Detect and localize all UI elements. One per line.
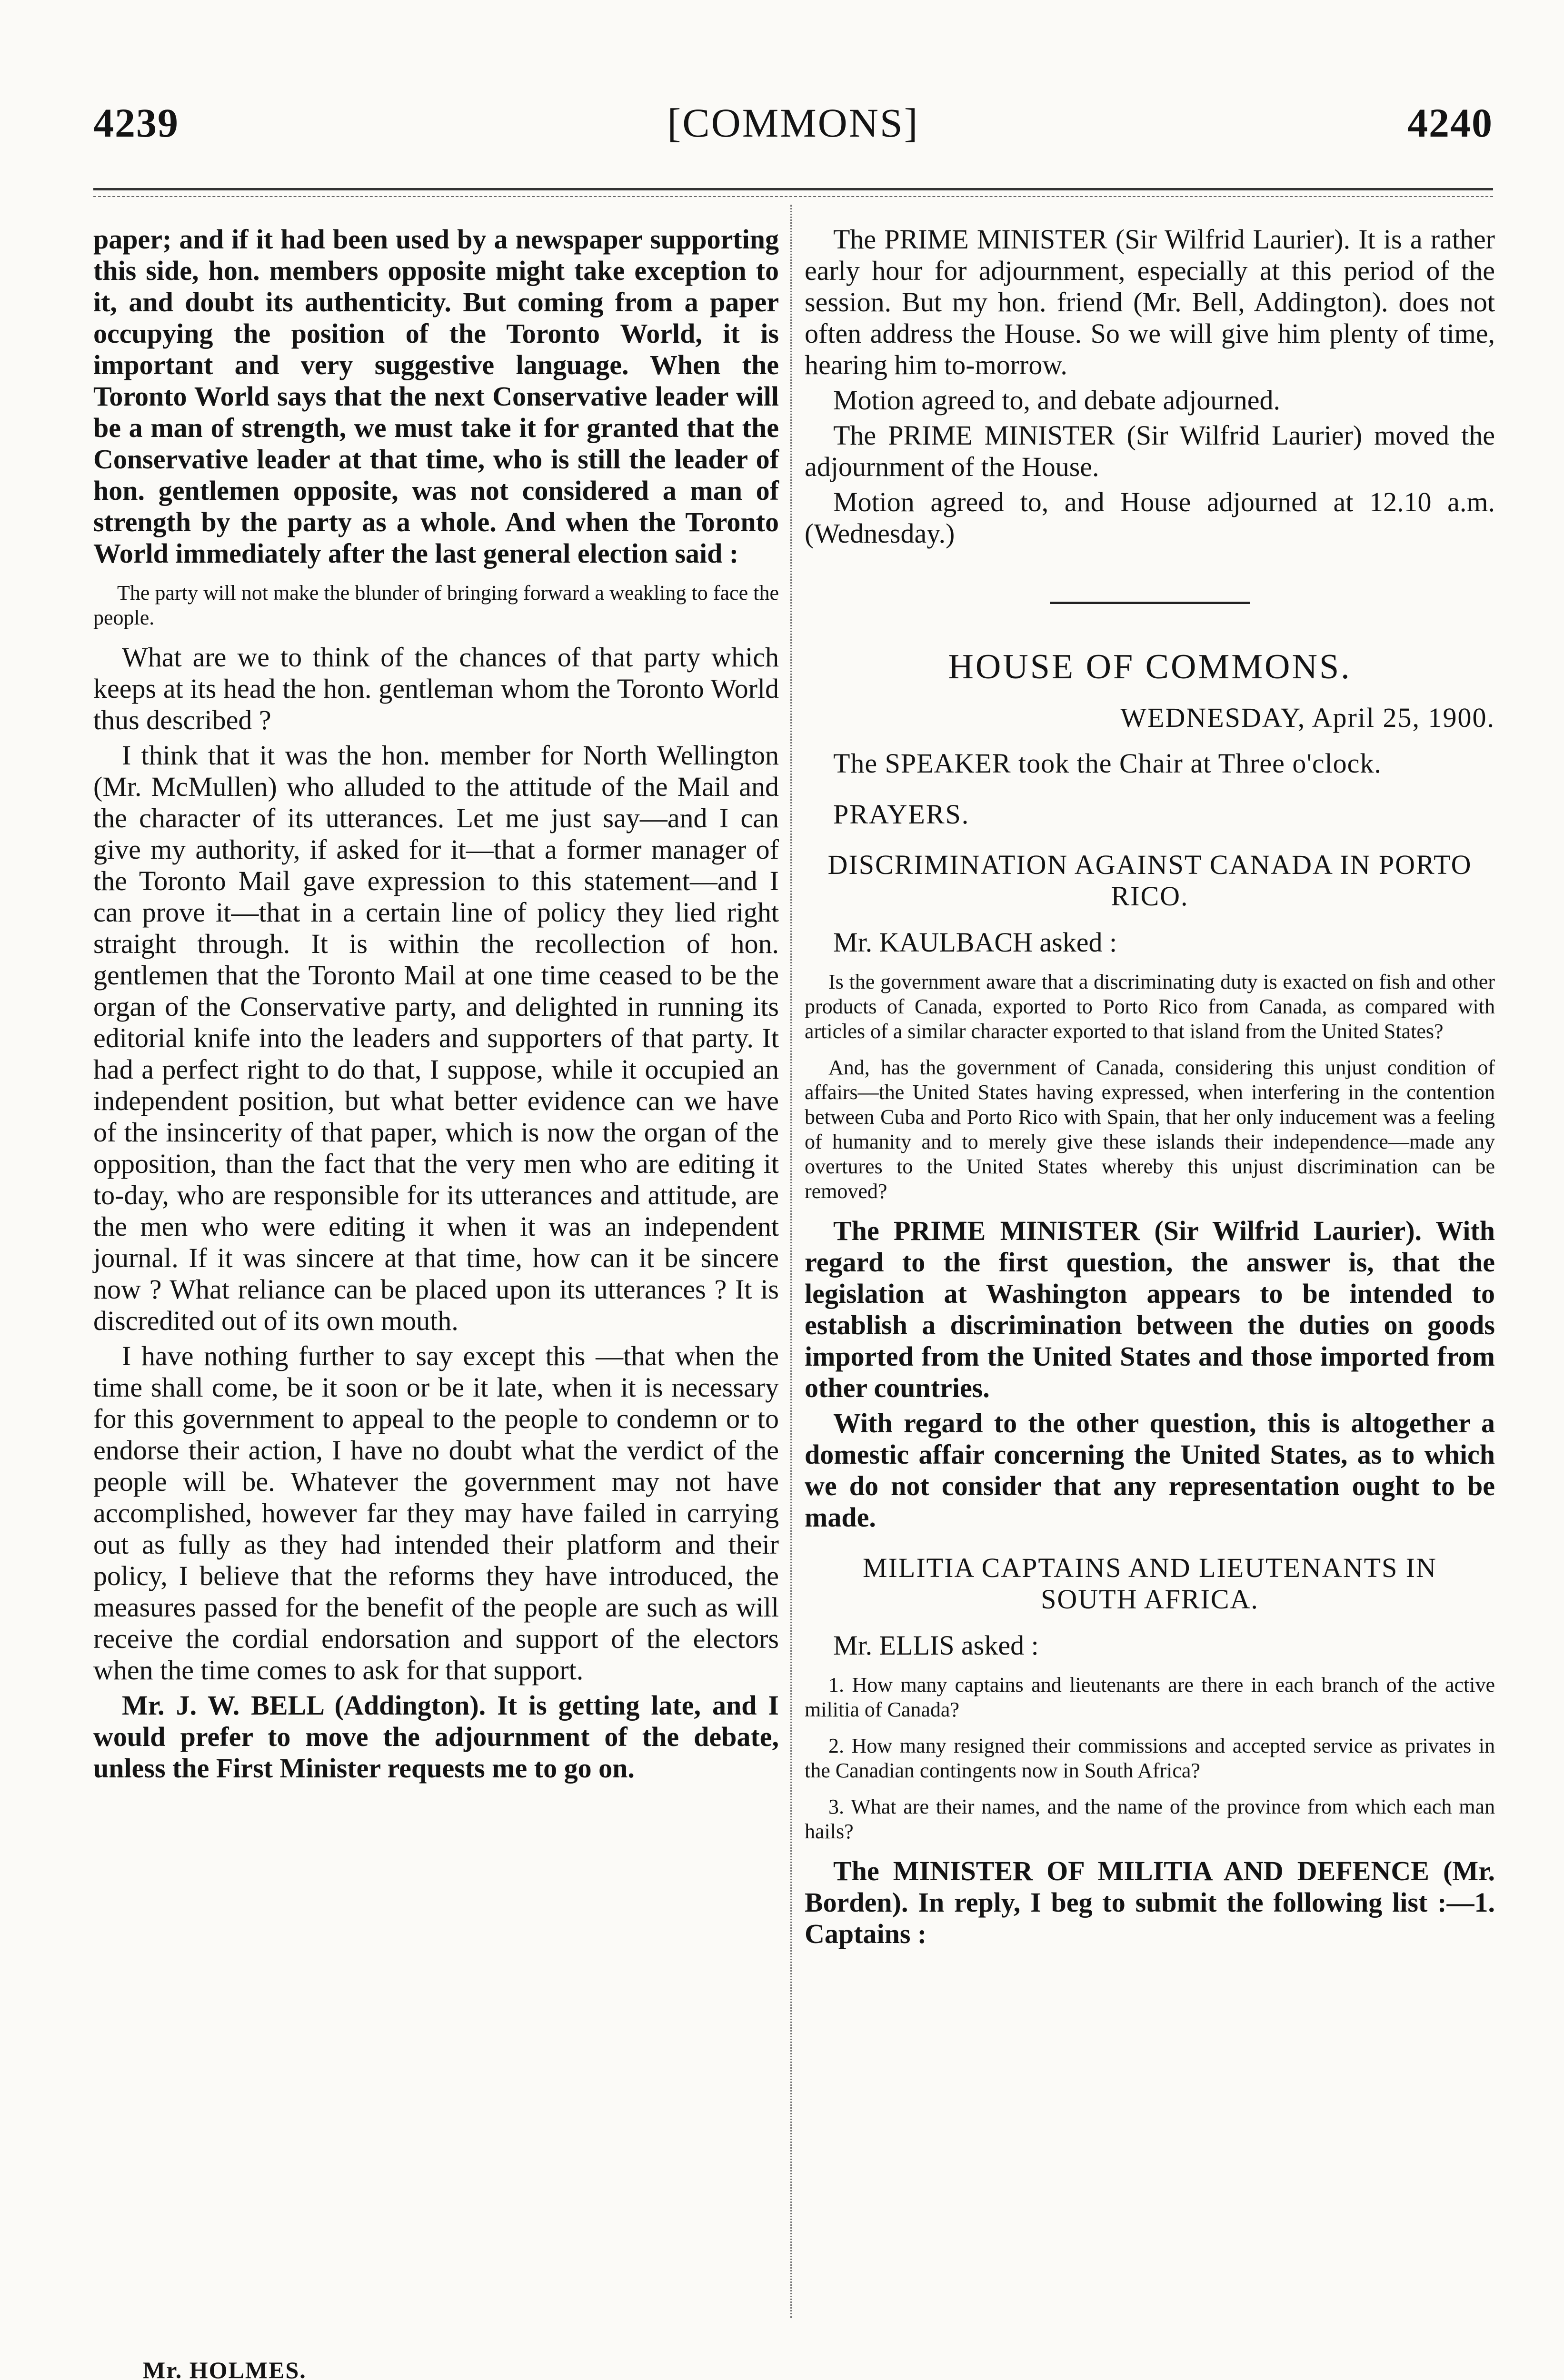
page-number-right: 4240 [1407,100,1493,146]
left-para-3: I think that it was the hon. member for North Wellington (Mr. McMullen) who alluded to the attitude of the Mail and the character of its utterances. Let me just say—and I can give my authority, if asked for it—that a former manager of the Toronto Mail gave expression to this statement—and I can prove it—that in a certain line of policy they lied right straight through. It is within the recollection of hon. gentlemen that the Toronto Mail at one time ceased to be the organ of the Conservative party, and delighted in running its editorial knife into the leaders and supporters of that party. It had a perfect right to do that, I suppose, while it occupied an independent position, but what better evidence can we have of the insincerity of that paper, which is now the organ of the opposition, than the fact that the very men who are editing it to-day, who are responsible for its utterances and attitude, are the men who were editing it when it was an independent journal. If it was sincere at that time, how can it be sincere now ? What reliance can be placed upon its utterances ? It is discredited out of its own mouth. [93,740,779,1336]
header-rule-dashed [93,196,1493,197]
right-para-4: Motion agreed to, and House adjourned at 12.10 a.m. (Wednesday.) [805,486,1495,549]
militia-answer: The MINISTER OF MILITIA AND DEFENCE (Mr. Borden). In reply, I beg to submit the following list :—1. Captains : [805,1855,1495,1949]
kaulbach-asked: Mr. KAULBACH asked : [833,927,1117,958]
left-para-5: Mr. J. W. BELL (Addington). It is getting late, and I would prefer to move the adjournment of the debate, unless the First Minister requests me to go on. [93,1690,779,1784]
answer-1: The PRIME MINISTER (Sir Wilfrid Laurier). With regard to the first question, the answer is, that the legislation at Washington appears to be intended to establish a discrimination between the duties on goods imported from the United States and those imported from other countries. [805,1215,1495,1403]
right-para-1: The PRIME MINISTER (Sir Wilfrid Laurier). It is a rather early hour for adjournment, especially at this period of the session. But my hon. friend (Mr. Bell, Addington). does not often address the House. So we will give him plenty of time, hearing him to-morrow. [805,224,1495,380]
militia-question-3: 3. What are their names, and the name of the province from which each man hails? [805,1795,1495,1843]
left-para-1: paper; and if it had been used by a newspaper supporting this side, hon. members opposite might take exception to it, and doubt its authenticity. But coming from a paper occupying the position of the Toronto World, it is important and very suggestive language. When the Toronto World says that the next Conservative leader will be a man of strength, we must take it for granted that the Conservative leader at that time, who is still the leader of hon. gentlemen opposite, was not considered a man of strength by the party as a whole. And when the Toronto World immediately after the last general election said : [93,224,779,569]
militia-question-1: 1. How many captains and lieutenants are there in each branch of the active militia of Canada? [805,1673,1495,1721]
left-quote: The party will not make the blunder of bringing forward a weakling to face the people. [93,581,779,629]
right-column [805,224,1495,1954]
column-divider [790,205,792,2318]
page-header [93,99,1493,151]
right-para-3: The PRIME MINISTER (Sir Wilfrid Laurier) moved the adjournment of the House. [805,420,1495,482]
section-heading-porto-rico: DISCRIMINATION AGAINST CANADA IN PORTO RICO. [827,849,1472,912]
answer-2: With regard to the other question, this is altogether a domestic affair concerning the United States, as to which we do not consider that any representation ought to be made. [805,1408,1495,1533]
militia-question-2: 2. How many resigned their commissions and accepted service as privates in the Canadian contingents now in South Africa? [805,1734,1495,1782]
dateline: WEDNESDAY, April 25, 1900. [1120,702,1495,733]
left-para-4: I have nothing further to say except this —that when the time shall come, be it soon or be it late, when it is necessary for this government to appeal to the people to condemn or to endorse their action, I have no doubt what the verdict of the people will be. Whatever the government may not have accomplished, however far they may have failed in carrying out as fully as they had intended their platform and their policy, I believe that the reforms they have introduced, the measures passed for the benefit of the people are such as will receive the cordial endorsation and support of the electors when the time comes to ask for that support. [93,1340,779,1686]
running-title: [COMMONS] [667,100,919,146]
prayers-heading: PRAYERS. [833,799,970,830]
left-para-2: What are we to think of the chances of that party which keeps at its head the hon. gentleman whom the Toronto World thus described ? [93,642,779,735]
footer-signature: Mr. HOLMES. [143,2357,307,2380]
section-heading-militia: MILITIA CAPTAINS AND LIEUTENANTS IN SOUTH AFRICA. [863,1552,1437,1615]
page-number-left: 4239 [93,100,179,146]
question-1: Is the government aware that a discriminating duty is exacted on fish and other products of Canada, exported to Porto Rico from Canada, as compared with articles of a similar character exported to that island from the United States? [805,970,1495,1043]
house-heading: HOUSE OF COMMONS. [948,647,1352,686]
ellis-asked: Mr. ELLIS asked : [833,1630,1039,1661]
speaker-line: The SPEAKER took the Chair at Three o'clock. [833,748,1382,779]
header-rule [93,188,1493,190]
left-column [93,224,779,1788]
question-2: And, has the government of Canada, considering this unjust condition of affairs—the United States having expressed, when interfering in the contention between Cuba and Porto Rico with Spain, that her only inducement was a feeling of humanity and to merely give these islands their independence—made any overtures to the United States whereby this unjust discrimination can be removed? [805,1056,1495,1203]
right-para-2: Motion agreed to, and debate adjourned. [833,385,1280,416]
section-rule [1050,602,1250,604]
